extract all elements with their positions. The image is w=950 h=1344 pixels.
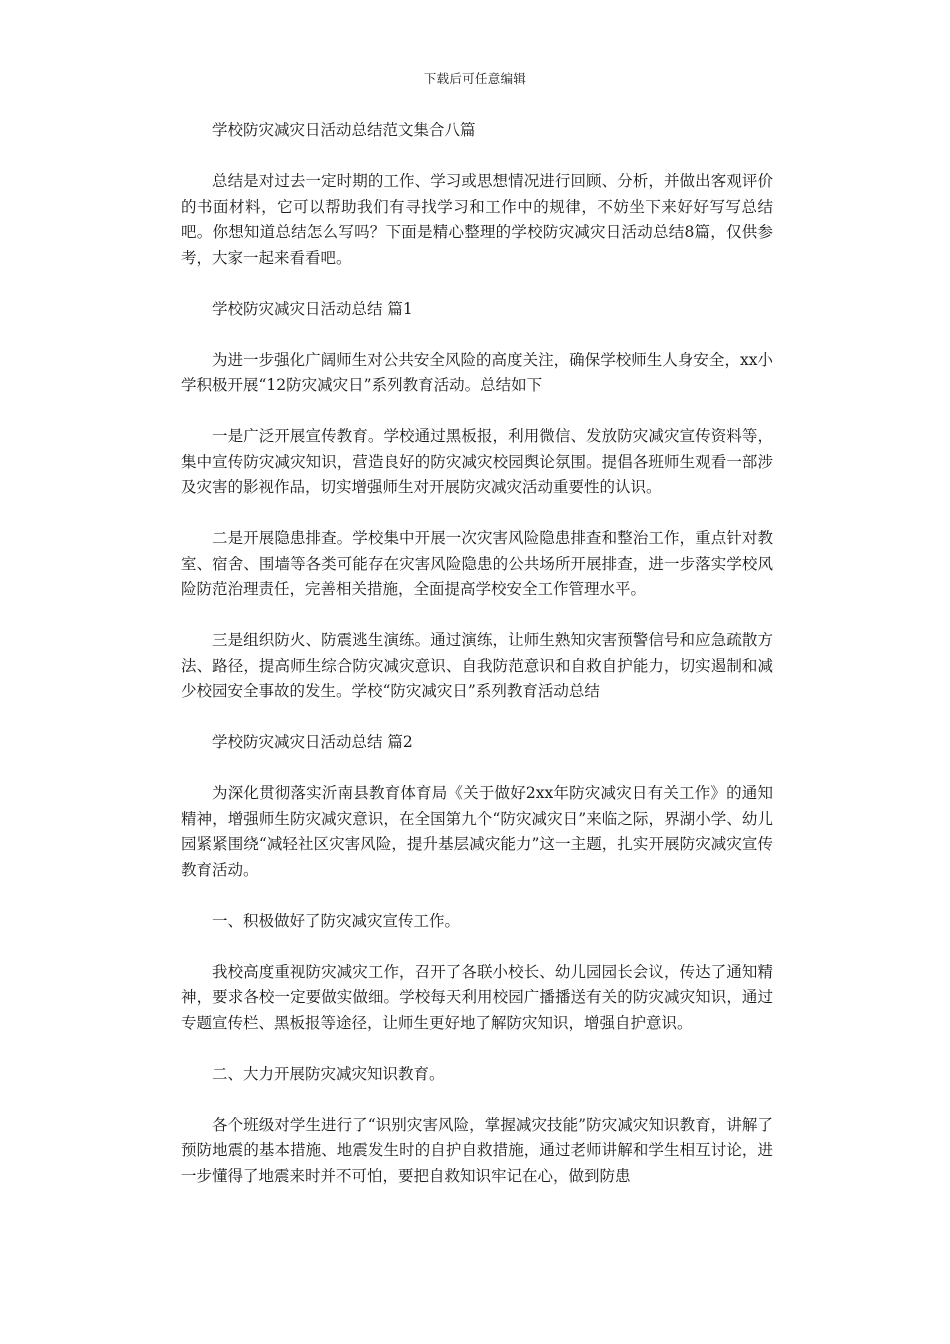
section1-paragraph-3: 二是开展隐患排查。学校集中开展一次灾害风险隐患排查和整治工作，重点针对教室、宿舍、围墙等各类可能存在灾害风险隐患的公共场所开展排查，进一步落实学校风险防范治理责任，完善相关措施，全面提高学校安全工作管理水平。 — [181, 529, 773, 598]
section2-paragraph-3: 各个班级对学生进行了“识别灾害风险，掌握减灾技能”防灾减灾知识教育，讲解了预防地震的基本措施、地震发生时的自护自救措施，通过老师讲解和学生相互讨论，进一步懂得了地震来时并不可怕，要把自救知识牢记在心，做到防患 — [181, 1115, 773, 1185]
section2-subheading-2: 二、大力开展防灾减灾知识教育。 — [212, 1064, 445, 1083]
section2-paragraph-2: 我校高度重视防灾减灾工作，召开了各联小校长、幼儿园园长会议，传达了通知精神，要求各校一定要做实做细。学校每天利用校园广播播送有关的防灾减灾知识，通过专题宣传栏、黑板报等途径，让师生更好地了解防灾知识，增强自护意识。 — [181, 962, 773, 1032]
section2-paragraph-1: 为深化贯彻落实沂南县教育体育局《关于做好2xx年防灾减灾日有关工作》的通知精神，增强师生防灾减灾意识，在全国第九个“防灾减灾日”来临之际，界湖小学、幼儿园紧紧围绕“减轻社区灾害风险，提升基层减灾能力”这一主题，扎实开展防灾减灾宣传教育活动。 — [181, 784, 773, 879]
section1-paragraph-2: 一是广泛开展宣传教育。学校通过黑板报，利用微信、发放防灾减灾宣传资料等，集中宣传防灾减灾知识，营造良好的防灾减灾校园舆论氛围。提倡各班师生观看一部涉及灾害的影视作品，切实增强师生对开展防灾减灾活动重要性的认识。 — [181, 427, 773, 496]
section-heading-2: 学校防灾减灾日活动总结 篇2 — [212, 733, 413, 751]
section1-paragraph-4: 三是组织防火、防震逃生演练。通过演练，让师生熟知灾害预警信号和应急疏散方法、路径，提高师生综合防灾减灾意识、自我防范意识和自救自护能力，切实遏制和减少校园安全事故的发生。学校“防灾减灾日”系列教育活动总结 — [181, 631, 773, 700]
document-body — [181, 118, 773, 1215]
header-note: 下载后可任意编辑 — [423, 71, 527, 86]
intro-paragraph: 总结是对过去一定时期的工作、学习或思想情况进行回顾、分析，并做出客观评价的书面材料，它可以帮助我们有寻找学习和工作中的规律，不妨坐下来好好写写总结吧。你想知道总结怎么写吗？下面是精心整理的学校防灾减灾日活动总结8篇，仅供参考，大家一起来看看吧。 — [181, 172, 773, 267]
section2-subheading-1: 一、积极做好了防灾减灾宣传工作。 — [212, 911, 461, 930]
section-heading-1: 学校防灾减灾日活动总结 篇1 — [212, 299, 413, 318]
section1-paragraph-1: 为进一步强化广阔师生对公共安全风险的高度关注，确保学校师生人身安全，xx小学积极开展“12防灾减灾日”系列教育活动。总结如下 — [181, 350, 773, 394]
document-title: 学校防灾减灾日活动总结范文集合八篇 — [212, 121, 476, 139]
